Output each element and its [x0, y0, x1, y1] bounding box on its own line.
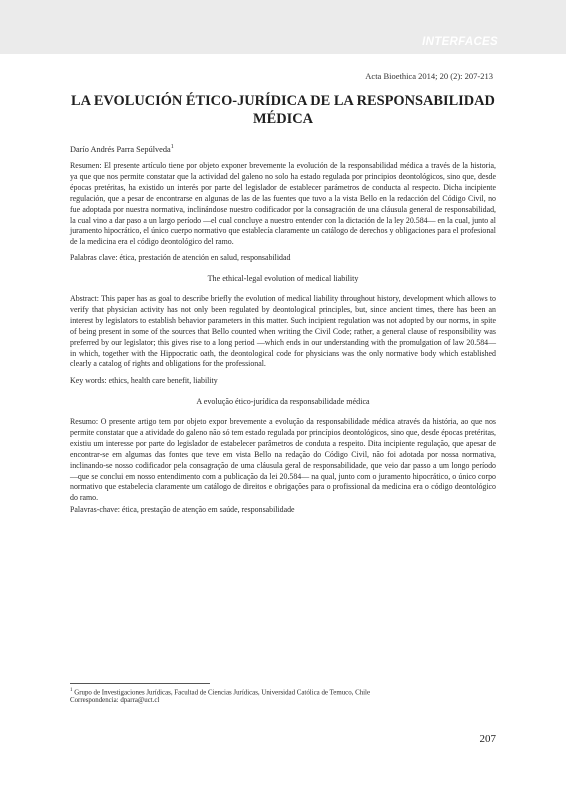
footnote-correspondence: Correspondencia: dparra@uct.cl [70, 697, 160, 704]
spanish-keywords [70, 253, 496, 264]
author-line [70, 144, 174, 154]
english-keywords-label: Key words: [70, 376, 107, 385]
portuguese-keywords-text: ética, prestação de atenção em saúde, responsabilidade [119, 505, 295, 514]
english-abstract-text: This paper has as goal to describe briefly the evolution of medical liability throughout history, development which allows to verify that physician activity has not only been regulated by deontological principles, but, since ancient times, there has been an interest by legislators to establish behavior parameters in this matter. Such incipient regulation was not adopted by our norms, in spite of being present in some of the sources that Bello counted when writing the Civil Code; rather, a general clause of responsibility was preferred by our legislator; this gives rise to a long period —which ends in our understanding with the promulgation of law 20.584— in which, together with the Hippocratic oath, the deontological code for physicians was the only normative body which established clearly a catalog of rights and obligations for the professional. [70, 294, 496, 369]
section-tag: INTERFACES [422, 36, 498, 48]
portuguese-title: A evolução ético-jurídica da responsabilidade médica [196, 397, 370, 406]
portuguese-abstract-text: O presente artigo tem por objeto expor brevemente a evolução da responsabilidade médica através da história, ao que nos permite constatar que a atividade do galeno não só tem estado regulada por princípios deontológicos, sino que, desde épocas pretéritas, existiu um interesse por parte do legislador de estabelecer parâmetros de conduta a respeito. Dita incipiente regulação, que apesar de encontrar-se em algumas das fontes que teve em vista Bello na redação do Código Civil, não foi adotada por nossa normativa, inclinando-se nosso codificador pela consagração de uma cláusula geral de responsabilidade, que veio dar passo a um longo período —que se conclui em nosso entendimento com a publicação da lei 20.584— na qual, junto com o juramento hipocrático, o único corpo normativo que estabelecia claramente um catálogo de direitos e obrigações para o profissional da medicina era o código deontológico do ramo. [70, 417, 496, 503]
portuguese-abstract [70, 417, 496, 504]
portuguese-abstract-label: Resumo: [70, 417, 99, 426]
footnote-divider [70, 683, 210, 684]
english-keywords [70, 376, 496, 387]
english-title: The ethical-legal evolution of medical liability [207, 274, 359, 283]
footnote-mark: 1 [70, 688, 73, 693]
spanish-keywords-label: Palabras clave: [70, 253, 118, 262]
spanish-abstract [70, 161, 496, 248]
spanish-abstract-text: El presente artículo tiene por objeto exponer brevemente la evolución de la responsabilidad médica a través de la historia, ya que que nos permite constatar que la actividad del galeno no solo ha estado regulada por principios deontológicos, sino que, desde épocas pretéritas, ha existido un interés por parte del legislador de establecer parámetros de conducta al respecto. Dicha incipiente regulación, que a pesar de encontrarse en algunas de las de las fuentes que tuvo a la vista Bello en la redacción del Código Civil, no fue adoptada por nuestra normativa, inclinándose nuestro codificador por la consagración de una cláusula general de responsabilidad, la cual vino a dar paso a un largo período —el cual concluye a nuestro entender con la dictación de la ley 20.584— en la cual, junto al juramento hipocrático, el único cuerpo normativo que establecía claramente un catálogo de derechos y obligaciones para el profesional de la medicina era el código deontológico del ramo. [70, 161, 496, 247]
spanish-keywords-text: ética, prestación de atención en salud, responsabilidad [117, 253, 291, 262]
author-name: Darío Andrés Parra Sepúlveda [70, 144, 171, 154]
english-abstract [70, 294, 496, 370]
english-abstract-label: Abstract: [70, 294, 99, 303]
portuguese-keywords-label: Palavras-chave: [70, 505, 120, 514]
header-band [0, 0, 566, 54]
english-keywords-text: ethics, health care benefit, liability [106, 376, 218, 385]
page-number: 207 [479, 733, 496, 745]
spanish-abstract-label: Resumen: [70, 161, 102, 170]
portuguese-keywords [70, 505, 496, 516]
journal-reference: Acta Bioethica 2014; 20 (2): 207-213 [365, 71, 493, 81]
author-footnote-mark: 1 [170, 144, 174, 150]
footnote-affiliation-text: Grupo de Investigaciones Jurídicas, Facultad de Ciencias Jurídicas, Universidad Católica de Temuco, Chile [72, 689, 371, 697]
article-title: LA EVOLUCIÓN ÉTICO-JURÍDICA DE LA RESPONSABILIDAD MÉDICA [71, 93, 495, 127]
